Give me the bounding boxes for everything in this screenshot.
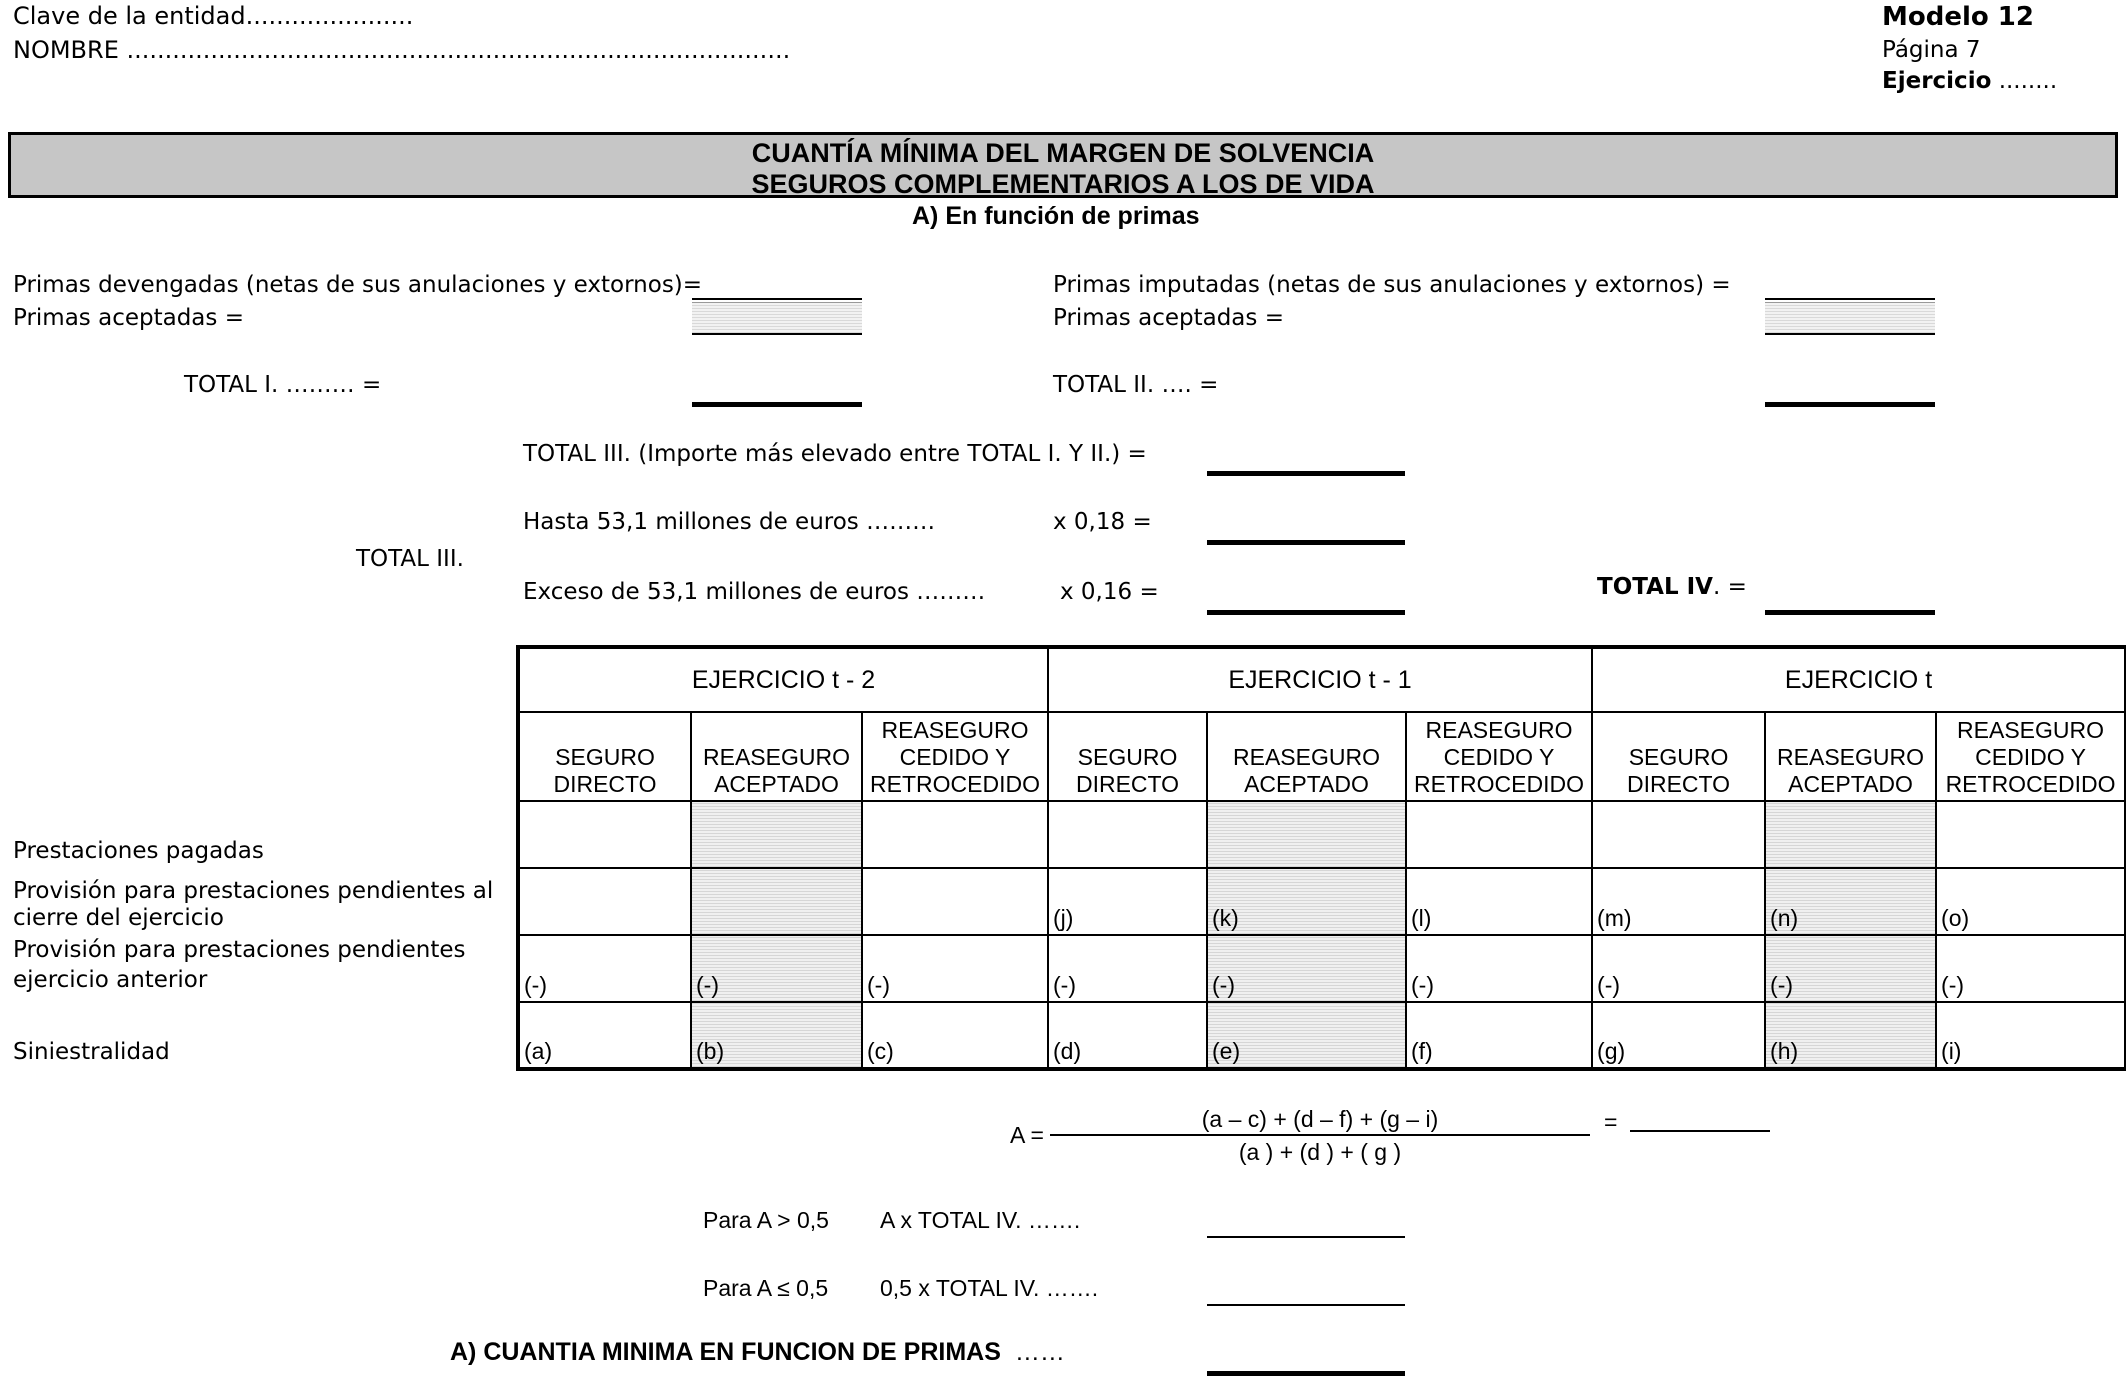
cierre-cell[interactable]: (k) [1207,868,1406,935]
case-gt-condition: Para A > 0,5 [703,1207,829,1233]
primas-aceptadas-left-field[interactable] [692,302,862,335]
cierre-cell[interactable]: (m) [1592,868,1765,935]
siniestralidad-cell[interactable]: (g) [1592,1002,1765,1069]
reaseguro-cedido-header [862,712,1048,801]
year-header-t-minus-1: EJERCICIO t - 1 [1048,647,1592,712]
anterior-cell[interactable]: (-) [1592,935,1765,1002]
subheader-line: REASEGURO [703,744,850,770]
pagadas-cell[interactable] [1592,801,1765,868]
siniestralidad-cell[interactable]: (h) [1765,1002,1936,1069]
entity-code-label: Clave de la entidad...................... [13,2,414,30]
cierre-cell[interactable]: (n) [1765,868,1936,935]
total-ii-label: TOTAL II. …. = [1053,372,1219,398]
fiscal-year-value: ........ [1998,68,2058,94]
primas-imputadas-label: Primas imputadas (netas de sus anulaciones y extornos) = [1053,272,1731,298]
subheader-line: REASEGURO [881,717,1029,743]
subheader-line: ACEPTADO [1244,771,1369,797]
title-line-1: CUANTÍA MÍNIMA DEL MARGEN DE SOLVENCIA [751,138,1375,168]
case-gt-field[interactable] [1207,1210,1405,1238]
primas-aceptadas-left-label: Primas aceptadas = [13,305,244,331]
reaseguro-aceptado-header [1207,712,1406,801]
subheader-line: REASEGURO [1233,744,1380,770]
subheader-line: CEDIDO Y [1443,744,1555,770]
claims-table [516,645,2126,1071]
total-i-field[interactable] [692,374,862,407]
row-label-cierre-2: cierre del ejercicio [13,905,224,931]
subheader-line: SEGURO [1628,744,1729,770]
total-iv-label [1597,574,1747,600]
subheader-line: CEDIDO Y [1975,744,2086,770]
subheader-line: ACEPTADO [1788,771,1913,797]
pagadas-cell[interactable] [1048,801,1207,868]
subheader-line: REASEGURO [1777,744,1925,770]
formula-equals: = [1604,1109,1618,1135]
hasta-factor: x 0,18 = [1053,509,1152,535]
subheader-line: DIRECTO [553,771,657,797]
formula-result-field[interactable] [1630,1108,1770,1132]
year-header-t-minus-2: EJERCICIO t - 2 [518,647,1048,712]
siniestralidad-cell[interactable]: (b) [691,1002,862,1069]
total-iv-suffix: . = [1712,574,1747,600]
hasta-label: Hasta 53,1 millones de euros ……… [523,509,936,535]
siniestralidad-cell[interactable]: (e) [1207,1002,1406,1069]
pagadas-cell[interactable] [691,801,862,868]
reaseguro-cedido-header [1406,712,1592,801]
primas-devengadas-field[interactable] [692,272,862,300]
hasta-field[interactable] [1207,514,1405,545]
anterior-cell[interactable]: (-) [1406,935,1592,1002]
pagadas-cell[interactable] [1936,801,2126,868]
pagadas-cell[interactable] [1207,801,1406,868]
reaseguro-cedido-header [1936,712,2126,801]
final-result-label [450,1338,1065,1367]
final-result-dots: …… [1014,1338,1065,1366]
total-iii-field[interactable] [1207,445,1405,476]
model-number: Modelo 12 [1882,2,2034,32]
subheader-line: DIRECTO [1075,771,1180,797]
siniestralidad-cell[interactable]: (a) [518,1002,691,1069]
siniestralidad-cell[interactable]: (c) [862,1002,1048,1069]
siniestralidad-cell[interactable]: (d) [1048,1002,1207,1069]
subheader-line: REASEGURO [1957,717,2105,743]
primas-aceptadas-right-label: Primas aceptadas = [1053,305,1284,331]
final-result-field[interactable] [1207,1345,1405,1376]
fraction-bar [1050,1134,1590,1136]
reaseguro-aceptado-header [691,712,862,801]
subheader-line: RETROCEDIDO [870,771,1040,797]
seguro-directo-header [518,712,691,801]
primas-imputadas-field[interactable] [1765,272,1935,300]
pagadas-cell[interactable] [1406,801,1592,868]
cierre-cell[interactable] [518,868,691,935]
anterior-cell[interactable]: (-) [862,935,1048,1002]
reaseguro-aceptado-header [1765,712,1936,801]
row-label-anterior-2: ejercicio anterior [13,967,208,993]
fiscal-year-label: Ejercicio [1882,68,1992,94]
cierre-cell[interactable]: (o) [1936,868,2126,935]
subheader-line: CEDIDO Y [899,744,1011,770]
seguro-directo-header [1592,712,1765,801]
cierre-cell[interactable] [862,868,1048,935]
subheader-line: DIRECTO [1626,771,1731,797]
seguro-directo-header [1048,712,1207,801]
anterior-cell[interactable]: (-) [1765,935,1936,1002]
subheader-line: RETROCEDIDO [1414,771,1584,797]
primas-devengadas-label: Primas devengadas (netas de sus anulaciones y extornos)= [13,272,703,298]
siniestralidad-cell[interactable]: (i) [1936,1002,2126,1069]
total-i-label: TOTAL I. ……… = [184,372,382,398]
formula-numerator: (a – c) + (d – f) + (g – i) [1201,1106,1439,1132]
anterior-cell[interactable]: (-) [1207,935,1406,1002]
subheader-line: SEGURO [1077,744,1178,770]
exceso-field[interactable] [1207,584,1405,615]
final-result-title: A) CUANTIA MINIMA EN FUNCION DE PRIMAS [450,1338,1001,1366]
anterior-cell[interactable]: (-) [1936,935,2126,1002]
page-number: Página 7 [1882,37,1981,63]
row-label-pagadas: Prestaciones pagadas [13,838,264,864]
total-iv-bold: TOTAL IV [1597,574,1713,600]
cierre-cell[interactable] [691,868,862,935]
anterior-cell[interactable]: (-) [691,935,862,1002]
entity-name-label: NOMBRE ....................................................................................... [13,36,791,64]
row-label-cierre-1: Provisión para prestaciones pendientes al [13,878,494,904]
row-label-anterior-1: Provisión para prestaciones pendientes [13,937,466,963]
subheader-line: REASEGURO [1425,717,1573,743]
primas-aceptadas-right-field[interactable] [1765,302,1935,335]
exceso-label: Exceso de 53,1 millones de euros ……… [523,579,986,605]
total-iii-side-label: TOTAL III. [356,546,464,572]
subheader-line: RETROCEDIDO [1945,771,2116,797]
exceso-factor: x 0,16 = [1060,579,1159,605]
formula-label: A = [1010,1122,1044,1148]
total-iii-line-label: TOTAL III. (Importe más elevado entre TOTAL I. Y II.) = [523,441,1147,467]
case-le-field[interactable] [1207,1278,1405,1306]
title-line-2: SEGUROS COMPLEMENTARIOS A LOS DE VIDA [751,169,1375,199]
anterior-cell[interactable]: (-) [518,935,691,1002]
section-heading: A) En función de primas [912,202,1200,230]
total-ii-field[interactable] [1765,374,1935,407]
subheader-line: SEGURO [555,744,655,770]
cierre-cell[interactable]: (l) [1406,868,1592,935]
subheader-line: ACEPTADO [714,771,839,797]
siniestralidad-cell[interactable]: (f) [1406,1002,1592,1069]
case-le-condition: Para A ≤ 0,5 [703,1275,829,1301]
pagadas-cell[interactable] [1765,801,1936,868]
pagadas-cell[interactable] [518,801,691,868]
row-label-siniestralidad: Siniestralidad [13,1039,170,1065]
fiscal-year [1882,68,2057,94]
cierre-cell[interactable]: (j) [1048,868,1207,935]
anterior-cell[interactable]: (-) [1048,935,1207,1002]
title-banner [8,132,2118,198]
year-header-t: EJERCICIO t [1592,647,2126,712]
case-le-expression: 0,5 x TOTAL IV. ……. [880,1275,1099,1301]
case-gt-expression: A x TOTAL IV. ……. [880,1207,1081,1233]
formula-denominator: (a ) + (d ) + ( g ) [1238,1139,1402,1165]
total-iv-field[interactable] [1765,584,1935,615]
pagadas-cell[interactable] [862,801,1048,868]
